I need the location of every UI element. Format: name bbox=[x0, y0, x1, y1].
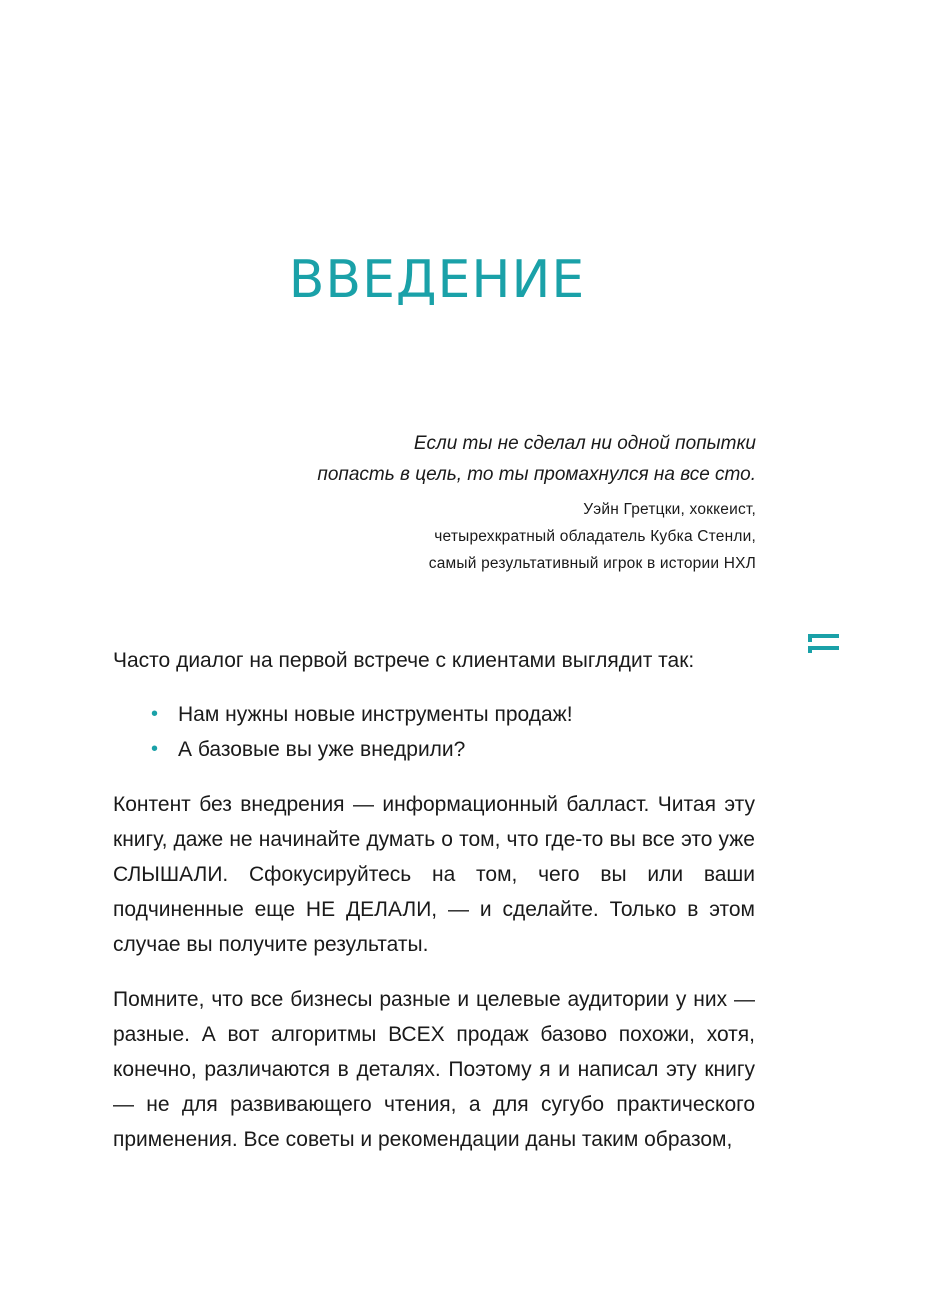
epigraph bbox=[317, 428, 756, 577]
dialog-list bbox=[113, 697, 755, 767]
epigraph-quote-line-1: Если ты не сделал ни одной попытки bbox=[413, 433, 756, 454]
page-number bbox=[806, 632, 840, 654]
attribution-line-1: Уэйн Гретцки, хоккеист, bbox=[583, 501, 756, 518]
attribution-line-2: четырехкратный обладатель Кубка Стенли, bbox=[434, 528, 756, 545]
epigraph-quote-line-2: попасть в цель, то ты промахнулся на все сто. bbox=[317, 464, 756, 485]
dialog-line-2: А базовые вы уже внедрили? bbox=[178, 738, 466, 761]
epigraph-quote bbox=[317, 428, 756, 490]
page-number-glyph bbox=[806, 632, 840, 654]
attribution-line-3: самый результативный игрок в истории НХЛ bbox=[428, 555, 756, 572]
list-item bbox=[151, 697, 755, 732]
paragraph-2: Помните, что все бизнесы разные и целевые аудитории у них — разные. А вот алгоритмы ВСЕХ продаж базово похожи, хотя, конечно, различаются в деталях. Поэтому я и написал эту книгу — не для развивающего чтения, а для сугубо практического применения. Все советы и рекомендации даны таким образом, bbox=[113, 988, 755, 1151]
main-text bbox=[113, 643, 755, 1157]
list-item bbox=[151, 732, 755, 767]
bullet-icon: • bbox=[151, 738, 159, 760]
dialog-line-1: Нам нужны новые инструменты продаж! bbox=[178, 703, 573, 726]
chapter-title: ВВЕДЕНИЕ bbox=[288, 250, 586, 310]
page-number-text: 11 bbox=[806, 632, 808, 633]
intro-paragraph: Часто диалог на первой встрече с клиентами выглядит так: bbox=[113, 649, 695, 672]
bullet-icon: • bbox=[151, 703, 159, 725]
paragraph-1: Контент без внедрения — информационный балласт. Читая эту книгу, даже не начинайте думать о том, что где-то вы все это уже СЛЫШАЛИ. Сфокусируйтесь на том, чего вы или ваши подчиненные еще НЕ ДЕЛАЛИ, — и сделайте. Только в этом случае вы получите результаты. bbox=[113, 793, 755, 956]
epigraph-attribution bbox=[317, 496, 756, 577]
